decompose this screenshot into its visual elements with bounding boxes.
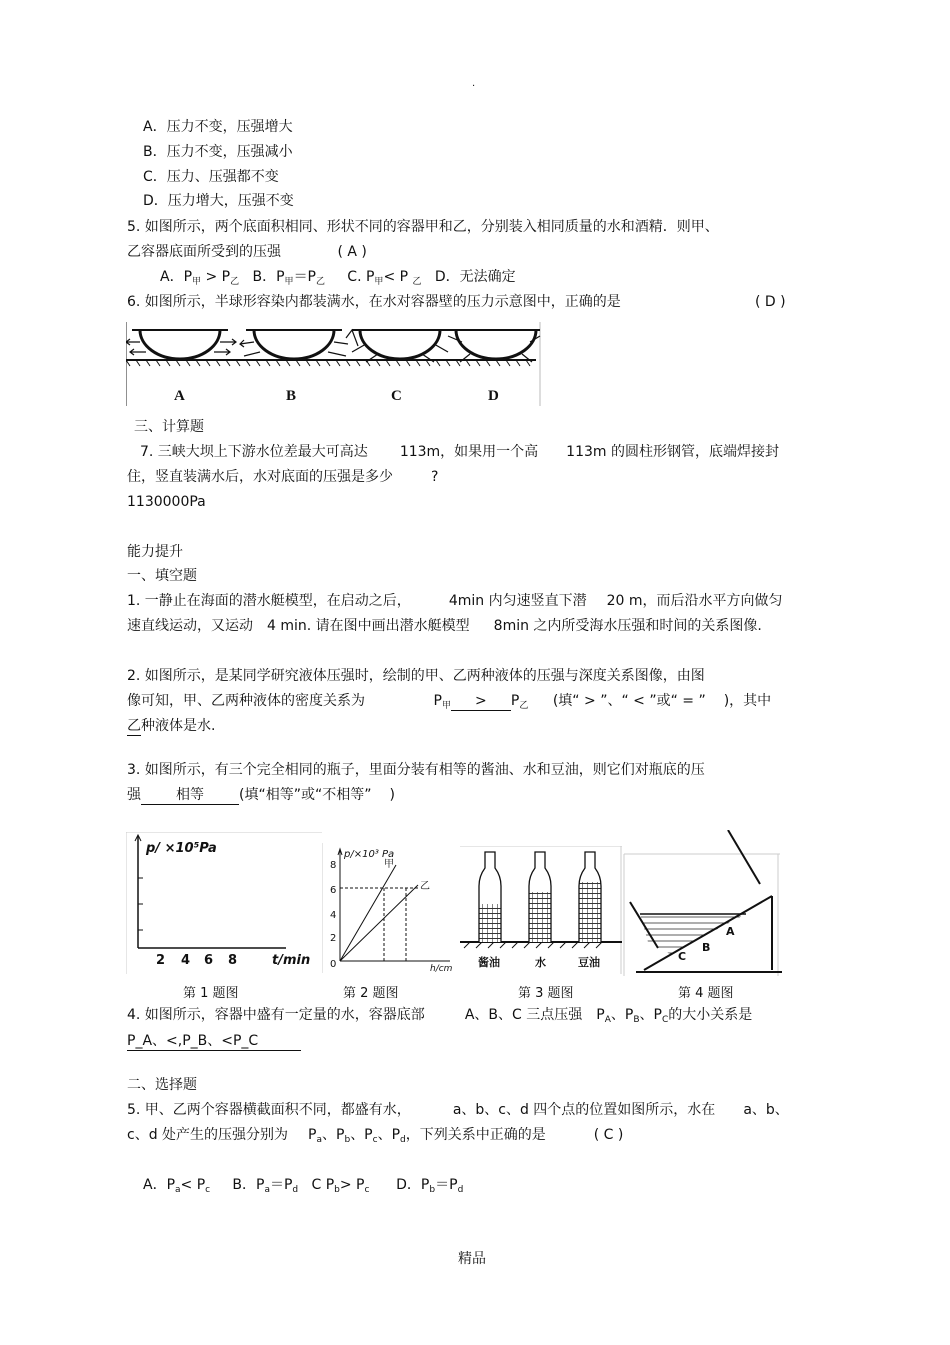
f1-line1 (127, 592, 782, 610)
q5-opt-b-rel: ＝P (293, 269, 317, 285)
fig1-xtick: 2 (156, 953, 166, 968)
q5-opt-c-rel: < P (383, 269, 409, 285)
fig1-xtick: 8 (228, 953, 238, 968)
fig4-caption: 第 4 题图 (678, 986, 734, 1001)
c5-text-i: ，下列关系中正确的是 (405, 1127, 546, 1143)
c5-text-h: 、P (377, 1127, 401, 1143)
sub-b: B (633, 1015, 640, 1025)
f1-text-b: 4min 内匀速竖直下潜 (448, 593, 587, 609)
f2-p2: P (510, 693, 520, 709)
f4-text-f: 的大小关系是 (668, 1007, 753, 1023)
option-a: A．压力不变，压强增大 (143, 119, 293, 135)
f2-line2 (127, 692, 771, 715)
c5-answer: ( C ) (593, 1127, 624, 1143)
sub-jia: 甲 (284, 277, 294, 287)
f1-text-f: 8min 之内所受海水压强和时间的关系图像. (493, 618, 762, 634)
f2-answer: > (451, 692, 511, 711)
fig4-point-b: B (702, 941, 711, 954)
f1-text-e: 4 min. 请在图中画出潜水艇模型 (267, 618, 470, 634)
f4-line1 (127, 1006, 752, 1029)
c5-line2 (127, 1126, 623, 1149)
f3-line1: 3. 如图所示，有三个完全相同的瓶子，里面分装有相等的酱油、水和豆油，则它们对瓶底的压 (127, 762, 705, 778)
sub-yi: 乙 (412, 277, 422, 287)
q5-options (160, 268, 516, 291)
fig3-label-water: 水 (535, 956, 546, 969)
q5-opt-c: C. P (347, 269, 375, 285)
f2-fill-hint: (填“ > ”、“ < ”或“ = ” (552, 693, 706, 709)
c5-text-d: c、d 处产生的压强分别为 (127, 1127, 289, 1143)
c5-line1 (127, 1101, 789, 1119)
f3-text-a: 强 (127, 787, 141, 803)
f3-text-b: (填“相等”或“不相等” (239, 787, 372, 803)
fig1-xtick: 4 (181, 953, 191, 968)
fig1-xtick: 6 (204, 953, 214, 968)
c5-opt-a-rel: < P (180, 1177, 206, 1193)
f4-answer (127, 1032, 301, 1051)
f1-line2 (127, 617, 762, 635)
fig2-ytick: 6 (330, 885, 337, 896)
fig3-label-soy: 酱油 (478, 956, 500, 969)
fig3-label-oil: 豆油 (578, 956, 600, 969)
c5-text-g: 、P (350, 1127, 373, 1143)
fig1-xlabel: t/min (272, 953, 311, 968)
f1-text-c: 20 m，而后沿水平方向做匀 (606, 593, 783, 609)
f2-text-a: 像可知，甲、乙两种液体的密度关系为 (127, 693, 365, 709)
sub-d: d (457, 1185, 464, 1195)
sub-b: b (334, 1185, 340, 1195)
sub-yi: 乙 (316, 277, 326, 287)
f3-answer: 相等 (141, 786, 239, 805)
c5-opt-a: A．P (143, 1177, 176, 1193)
sub-a: a (316, 1135, 323, 1145)
f2-answer-2: 乙 (127, 718, 141, 734)
c5-text-f: 、P (322, 1127, 345, 1143)
q5-opt-a: A．P (160, 269, 193, 285)
f1-text-d: 速直线运动，又运动 (127, 618, 253, 634)
footer-label: 精品 (458, 1251, 486, 1267)
fig3-bottles (460, 846, 622, 974)
q5-opt-a-rel: > P (205, 269, 231, 285)
sub-jia: 甲 (374, 277, 384, 287)
f2-p: P (433, 693, 442, 709)
c5-opt-b-rel: ＝P (269, 1177, 293, 1193)
ability-heading: 能力提升 (127, 544, 183, 560)
q5-line2 (127, 243, 367, 261)
sub-b: b (429, 1185, 436, 1195)
section-calc: 三、计算题 (134, 419, 204, 435)
q5-line1: 5. 如图所示，两个底面积相同、形状不同的容器甲和乙，分别装入相同质量的水和酒精．则甲、 (127, 219, 719, 235)
c5-text-c: a、b、 (743, 1102, 789, 1118)
c5-opt-c: C P (311, 1177, 335, 1193)
sub-jia: 甲 (192, 277, 202, 287)
c5-opt-d: D．P (396, 1177, 430, 1193)
f4-text-b: A、B、C 三点压强 (464, 1007, 583, 1023)
q7-answer: 1130000Pa (127, 494, 206, 510)
fig3-caption: 第 3 题图 (518, 986, 574, 1001)
q5-opt-d: D．无法确定 (434, 269, 516, 285)
fig2-xlabel: h/cm (430, 964, 453, 973)
fig4-point-c: C (678, 950, 687, 963)
f2-text-end: )，其中 (723, 693, 772, 709)
sub-a: a (175, 1185, 181, 1195)
fig1-ylabel: p/ ×10⁵Pa (146, 841, 217, 856)
c5-text-b: a、b、c、d 四个点的位置如图所示，水在 (452, 1102, 716, 1118)
sub-b: b (344, 1135, 351, 1145)
fig2-ytick: 2 (330, 933, 337, 944)
f2-text-3: 种液体是水. (141, 718, 216, 734)
sub-jia: 甲 (441, 701, 451, 711)
fig2-series-jia: 甲 (384, 859, 394, 870)
sub-a: A (604, 1015, 611, 1025)
q7-text-b: 113m，如果用一个高 (399, 444, 539, 460)
sub-c: c (372, 1135, 378, 1145)
option-b: B．压力不变，压强减小 (143, 144, 293, 160)
c5-text-e: P (308, 1127, 317, 1143)
sub-yi: 乙 (519, 701, 529, 711)
fig4-point-a: A (726, 925, 735, 938)
section-fill: 一、填空题 (127, 568, 197, 584)
f4-text-e: 、P (639, 1007, 662, 1023)
f3-line2 (127, 786, 395, 805)
hemisphere-label-a: A (174, 388, 185, 404)
f1-text-a: 1. 一静止在海面的潜水艇模型，在启动之后， (127, 593, 411, 609)
fig4-container (622, 830, 784, 976)
c5-text-a: 5. 甲、乙两个容器横截面积不同，都盛有水， (127, 1102, 411, 1118)
c5-opt-c-rel: > P (339, 1177, 365, 1193)
f4-text-d: 、P (610, 1007, 634, 1023)
sub-c: c (205, 1185, 211, 1195)
fig2-ytick: 0 (330, 959, 337, 970)
q5-stem: 乙容器底面所受到的压强 (127, 244, 281, 260)
fig1-caption: 第 1 题图 (183, 986, 239, 1001)
c5-options (143, 1176, 463, 1199)
section-choice: 二、选择题 (127, 1077, 197, 1093)
q7-text-c: 113m 的圆柱形钢管，底端焊接封 (566, 444, 779, 460)
f4-text-c: P (596, 1007, 605, 1023)
q6-text: 6. 如图所示，半球形容染内都装满水，在水对容器壁的压力示意图中，正确的是 (127, 294, 621, 310)
q5-answer: ( A ) (337, 244, 367, 260)
hemisphere-figure (126, 322, 544, 406)
hemisphere-label-c: C (391, 388, 402, 404)
c5-opt-b: B．P (232, 1177, 265, 1193)
q7-line1 (140, 443, 779, 461)
sub-d: d (292, 1185, 299, 1195)
fig2-caption: 第 2 题图 (343, 986, 399, 1001)
hemisphere-label-d: D (488, 388, 499, 404)
f2-line1: 2. 如图所示，是某同学研究液体压强时，绘制的甲、乙两种液体的压强与深度关系图像，由图 (127, 668, 705, 684)
sub-c: C (661, 1015, 669, 1025)
f4-answer-text: P_A、<,P_B、<P_C (127, 1032, 301, 1051)
sub-c: c (364, 1185, 370, 1195)
fig2-ytick: 8 (330, 860, 337, 871)
c5-opt-d-rel: ＝P (435, 1177, 458, 1193)
sub-yi: 乙 (230, 277, 240, 287)
q7-text-e: ? (431, 469, 439, 485)
fig2-pressure-depth-graph (322, 843, 460, 973)
q7-text-a: 7. 三峡大坝上下游水位差最大可高达 (140, 444, 368, 460)
fig2-ytick: 4 (330, 910, 337, 921)
fig1-blank-graph (126, 832, 322, 974)
f2-line3 (127, 717, 215, 736)
hemisphere-label-b: B (286, 388, 297, 404)
fig2-ylabel: p/×10³ Pa (344, 849, 395, 860)
q6-answer: ( D ) (755, 294, 786, 310)
fig2-series-yi: 乙 (420, 881, 430, 892)
option-d: D．压力增大，压强不变 (143, 193, 294, 209)
q7-text-d: 住，竖直装满水后，水对底面的压强是多少 (127, 469, 393, 485)
sub-a: a (264, 1185, 270, 1195)
header-dot: . (472, 78, 476, 89)
q7-line2 (127, 468, 438, 486)
f3-text-c: ) (389, 787, 395, 803)
f4-text-a: 4. 如图所示，容器中盛有一定量的水，容器底部 (127, 1007, 425, 1023)
sub-d: d (400, 1135, 406, 1145)
option-c: C．压力、压强都不变 (143, 169, 279, 185)
q5-opt-b: B．P (252, 269, 285, 285)
